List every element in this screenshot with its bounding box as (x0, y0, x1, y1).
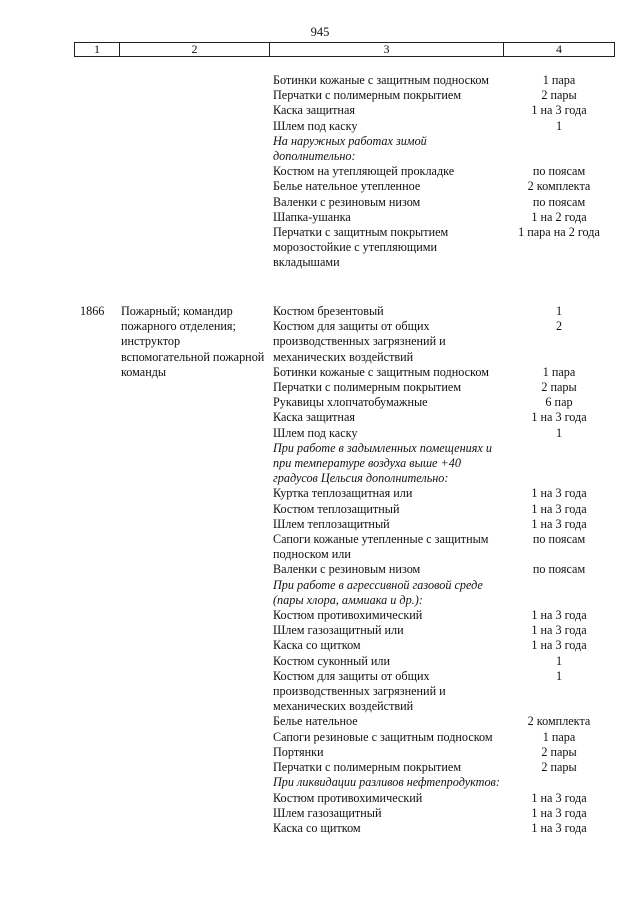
table-row (273, 608, 615, 623)
table-row (273, 821, 615, 836)
item-name: Каска защитная (273, 410, 355, 425)
table-header (74, 42, 615, 57)
table-row (273, 517, 615, 532)
table-row (273, 410, 615, 425)
item-name: Костюм суконный или (273, 653, 391, 668)
item-quantity (503, 134, 615, 164)
item-name: Шлем газозащитный (273, 805, 382, 820)
item-name: Шлем теплозащитный (273, 516, 390, 531)
item-quantity: 1 на 2 года (531, 209, 587, 224)
item-name: Перчатки с полимерным покрытием (273, 760, 462, 775)
item-quantity: 2 комплекта (527, 179, 591, 194)
item-quantity: 1 на 3 года (531, 103, 587, 118)
item-quantity: 1 на 3 года (531, 410, 587, 425)
table-row (273, 395, 615, 410)
item-name: Перчатки с полимерным покрытием (273, 88, 462, 103)
item-name: Шлем газозащитный или (273, 623, 404, 638)
item-name: Шлем под каску (273, 425, 358, 440)
item-name: Перчатки с полимерным покрытием (273, 380, 462, 395)
item-quantity: 2 пары (541, 380, 577, 395)
table-row (273, 103, 615, 118)
item-name: Костюм противохимический (273, 790, 423, 805)
item-name: Валенки с резиновым низом (273, 194, 421, 209)
item-quantity: 1 (555, 653, 563, 668)
item-name: Рукавицы хлопчатобумажные (273, 395, 428, 410)
group-number: 1866 (80, 304, 105, 318)
item-quantity: по поясам (532, 562, 586, 577)
item-name: Валенки с резиновым низом (273, 562, 421, 577)
table-row (273, 638, 615, 653)
item-name: Костюм на утепляющей прокладке (273, 164, 455, 179)
item-quantity: 6 пар (545, 395, 573, 410)
item-name: Шлем под каску (273, 118, 358, 133)
table-row (273, 669, 615, 715)
table-row (273, 134, 615, 164)
table-row (273, 73, 615, 88)
item-quantity: 1 (555, 668, 563, 683)
items-list (273, 304, 615, 836)
table-row (273, 745, 615, 760)
table-row (273, 210, 615, 225)
item-name: Ботинки кожаные с защитным подноском (273, 73, 489, 87)
table-row (273, 760, 615, 775)
item-name: Костюм противохимический (273, 608, 423, 623)
item-name: Костюм теплозащитный (273, 501, 400, 516)
header-col-4: 4 (556, 42, 562, 56)
item-name: Сапоги кожаные утепленные с защитным подноском или (273, 532, 489, 562)
table-row (273, 623, 615, 638)
header-col-1: 1 (75, 43, 120, 56)
item-name: Каска защитная (273, 103, 355, 118)
table-row (273, 164, 615, 179)
item-quantity (503, 441, 615, 487)
group-profession: Пожарный; командир пожарного отделения; инструктор вспомогательной пожарной команды (121, 304, 265, 379)
item-name: Белье нательное утепленное (273, 179, 421, 194)
item-quantity: 2 пары (541, 744, 577, 759)
item-quantity: 2 (555, 319, 563, 334)
table-row (273, 365, 615, 380)
item-quantity: 1 (555, 304, 563, 318)
item-quantity: 1 на 3 года (531, 623, 587, 638)
item-quantity: 2 пары (541, 88, 577, 103)
item-quantity: по поясам (532, 532, 586, 547)
table-row (273, 441, 615, 487)
item-quantity: 2 пары (541, 760, 577, 775)
header-col-2: 2 (120, 43, 270, 56)
item-name: Каска со щитком (273, 638, 361, 653)
item-quantity: 1 пара (542, 364, 576, 379)
item-quantity: 1 на 3 года (531, 820, 587, 835)
table-row (273, 319, 615, 365)
item-quantity: 1 (555, 425, 563, 440)
item-quantity: по поясам (532, 194, 586, 209)
item-quantity: по поясам (532, 164, 586, 179)
item-quantity (503, 775, 615, 790)
table-row (273, 179, 615, 194)
section-note: При ликвидации разливов нефтепродуктов: (273, 775, 500, 790)
page-number: 945 (310, 25, 330, 39)
item-quantity: 1 на 3 года (531, 790, 587, 805)
table-row (273, 578, 615, 608)
item-name: Ботинки кожаные с защитным подноском (273, 364, 489, 379)
table-row (273, 304, 615, 319)
table-row (273, 502, 615, 517)
table-row (273, 775, 615, 790)
table-row (273, 714, 615, 729)
table-row (273, 730, 615, 745)
table-row (273, 532, 615, 562)
header-col-3: 3 (270, 43, 504, 56)
item-quantity: 1 пара (542, 729, 576, 744)
table-row (273, 119, 615, 134)
table-row (273, 195, 615, 210)
table-row (273, 225, 615, 271)
section-note: На наружных работах зимой дополнительно: (273, 133, 427, 164)
item-name: Шапка-ушанка (273, 209, 351, 224)
item-quantity: 1 на 3 года (531, 516, 587, 531)
items-list (273, 73, 615, 271)
table-row (273, 88, 615, 103)
item-name: Портянки (273, 744, 324, 759)
item-quantity: 1 на 3 года (531, 486, 587, 501)
item-name: Костюм для защиты от общих производственных загрязнений и механических воздействий (273, 319, 446, 364)
table-row (273, 654, 615, 669)
item-quantity: 1 на 3 года (531, 501, 587, 516)
item-name: Белье нательное (273, 714, 358, 729)
table-row (273, 562, 615, 577)
table-row (273, 380, 615, 395)
item-name: Куртка теплозащитная или (273, 486, 413, 501)
item-quantity: 1 на 3 года (531, 608, 587, 623)
item-quantity: 1 на 3 года (531, 638, 587, 653)
item-name: Перчатки с защитным покрытием морозостойкие с утепляющими вкладышами (273, 225, 449, 270)
item-name: Каска со щитком (273, 820, 361, 835)
section-note: При работе в задымленных помещениях и при температуре воздуха выше +40 градусов Цельсия дополнительно: (273, 440, 492, 486)
item-quantity: 1 пара (542, 73, 576, 87)
table-row (273, 791, 615, 806)
item-name: Костюм для защиты от общих производственных загрязнений и механических воздействий (273, 668, 446, 714)
item-quantity: 1 пара на 2 года (518, 225, 600, 240)
item-name: Сапоги резиновые с защитным подноском (273, 729, 493, 744)
table-row (273, 486, 615, 501)
table-row (273, 806, 615, 821)
item-quantity: 2 комплекта (527, 714, 591, 729)
item-quantity: 1 на 3 года (531, 805, 587, 820)
item-quantity: 1 (555, 118, 563, 133)
item-quantity (503, 578, 615, 608)
section-note: При работе в агрессивной газовой среде (пары хлора, аммиака и др.): (273, 577, 483, 607)
table-row (273, 426, 615, 441)
item-name: Костюм брезентовый (273, 304, 384, 318)
